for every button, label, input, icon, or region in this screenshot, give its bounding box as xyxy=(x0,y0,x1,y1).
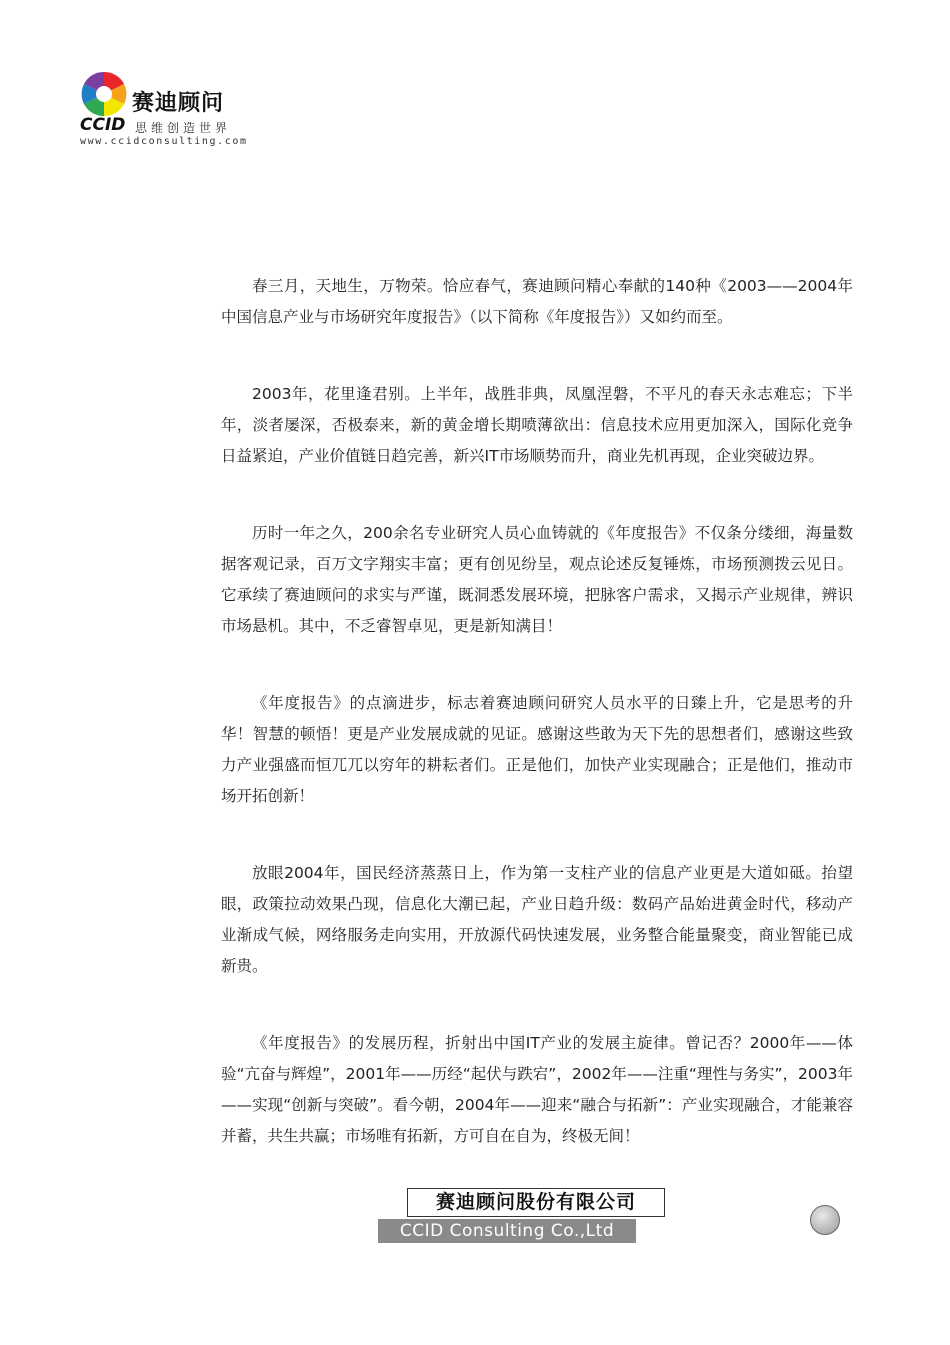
page-marker-circle-icon xyxy=(810,1205,840,1235)
logo-slogan: 思维创造世界 xyxy=(135,121,232,135)
ccid-swirl-logo-icon xyxy=(80,70,128,118)
company-logo xyxy=(80,70,280,150)
logo-brand: CCID xyxy=(80,115,126,135)
paragraph-6: 《年度报告》的发展历程，折射出中国IT产业的发展主旋律。曾记否？2000年——体验“亢奋与辉煌”，2001年——历经“起伏与跌宕”，2002年——注重“理性与务实”，2003年——实现“创新与突破”。看今朝，2004年——迎来“融合与拓新”：产业实现融合，才能兼容并蓄，共生共赢；市场唯有拓新，方可自在自为，终极无间！ xyxy=(221,1034,853,1145)
paragraph-4: 《年度报告》的点滴进步，标志着赛迪顾问研究人员水平的日臻上升，它是思考的升华！智慧的顿悟！更是产业发展成就的见证。感谢这些敢为天下先的思想者们，感谢这些致力产业强盛而恒兀兀以穷年的耕耘者们。正是他们，加快产业实现融合；正是他们，推动市场开拓创新！ xyxy=(221,694,853,805)
footer-company-name-en: CCID Consulting Co.,Ltd xyxy=(378,1219,636,1243)
paragraph-3: 历时一年之久，200余名专业研究人员心血铸就的《年度报告》不仅条分缕细，海量数据客观记录，百万文字翔实丰富；更有创见纷呈，观点论述反复锤炼，市场预测拨云见日。它承续了赛迪顾问的求实与严谨，既洞悉发展环境，把脉客户需求，又揭示产业规律，辨识市场悬机。其中，不乏睿智卓见，更是新知满目！ xyxy=(221,524,853,635)
paragraph-5: 放眼2004年，国民经济蒸蒸日上，作为第一支柱产业的信息产业更是大道如砥。抬望眼，政策拉动效果凸现，信息化大潮已起，产业日趋升级：数码产品始进黄金时代，移动产业渐成气候，网络服务走向实用，开放源代码快速发展，业务整合能量聚变，商业智能已成新贵。 xyxy=(221,864,853,975)
logo-url: www.ccidconsulting.com xyxy=(80,136,248,147)
paragraph-1: 春三月，天地生，万物荣。恰应春气，赛迪顾问精心奉献的140种《2003——2004年中国信息产业与市场研究年度报告》（以下简称《年度报告》）又如约而至。 xyxy=(221,277,853,326)
document-body xyxy=(221,271,853,1198)
footer-company-name-cn: 赛迪顾问股份有限公司 xyxy=(407,1188,665,1217)
logo-name-cn: 赛迪顾问 xyxy=(132,91,225,116)
paragraph-2: 2003年，花里逢君别。上半年，战胜非典，凤凰涅磐，不平凡的春天永志难忘；下半年，淡者屡深，否极泰来，新的黄金增长期喷薄欲出：信息技术应用更加深入，国际化竞争日益紧迫，产业价值链日趋完善，新兴IT市场顺势而升，商业先机再现，企业突破边界。 xyxy=(221,385,853,465)
